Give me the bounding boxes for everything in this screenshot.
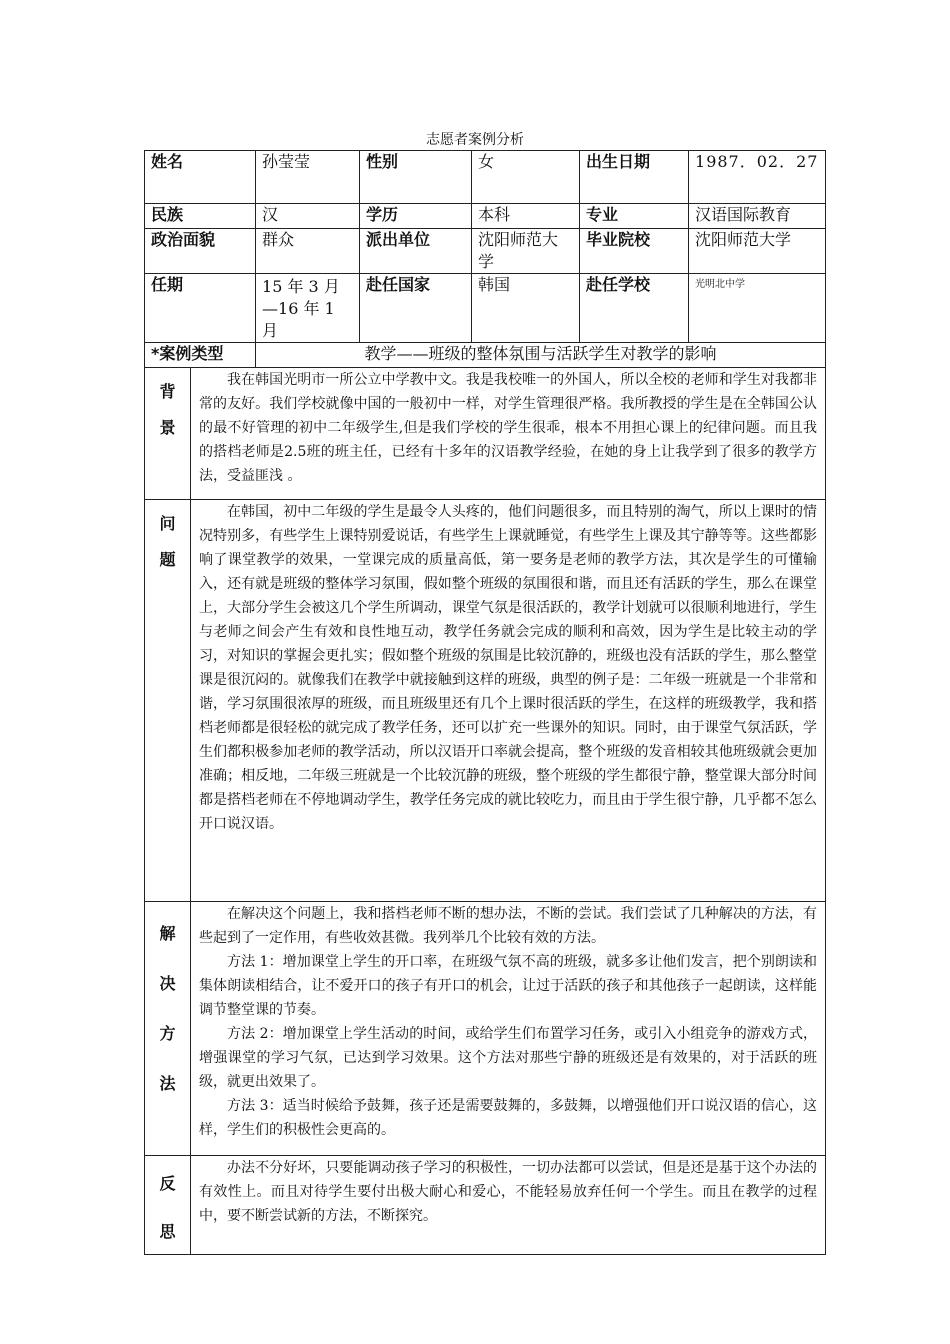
- ethnic-label: 民族: [145, 204, 256, 229]
- case-type-label: *案例类型: [145, 343, 256, 368]
- graduate-school-label: 毕业院校: [580, 229, 689, 274]
- reflection-content: [191, 1156, 826, 1255]
- solution-label-char: 方: [159, 1024, 176, 1043]
- dispatch-unit-label: 派出单位: [360, 229, 472, 274]
- background-label-char: 景: [159, 418, 176, 437]
- gender-value: 女: [472, 151, 580, 204]
- dispatch-unit-value: 沈阳师范大学: [472, 229, 580, 274]
- major-value: 汉语国际教育: [689, 204, 826, 229]
- solution-label-char: 决: [159, 974, 176, 993]
- problem-paragraph: 在韩国，初中二年级的学生是最令人头疼的，他们问题很多，而且特别的淘气，所以上课时的情况特别多，有些学生上课特别爱说话，有些学生上课就睡觉，有些学生上课及其宁静等等。这些都影响了课堂教学的效果，一堂课完成的质量高低，第一要务是老师的教学方法，其次是学生的可懂输入，还有就是班级的整体学习氛围，假如整个班级的氛围很和谐，而且还有活跃的学生，那么在课堂上，大部分学生会被这几个学生所调动，课堂气氛是很活跃的，教学计划就可以很顺利地进行，学生与老师之间会产生有效和良性地互动，教学任务就会完成的顺利和高效，因为学生是比较主动的学习，对知识的掌握会更扎实；假如整个班级的氛围是比较沉静的，班级也没有活跃的学生，那么整堂课是很沉闷的。就像我们在教学中就接触到这样的班级，典型的例子是：二年级一班就是一个非常和谐，学习氛围很浓厚的班级，而且班级里还有几个上课时很活跃的学生，在这样的班级教学，我和搭档老师都是很轻松的就完成了教学任务，还可以扩充一些课外的知识。同时，由于课堂气氛活跃，学生们都积极参加老师的教学活动，所以汉语开口率就会提高，整个班级的发音相较其他班级就会更加准确；相反地，二年级三班就是一个比较沉静的班级，整个班级的学生都很宁静，整堂课大部分时间都是搭档老师在不停地调动学生，教学任务完成的就比较吃力，而且由于学生很宁静，几乎都不怎么开口说汉语。: [199, 504, 818, 832]
- host-school-value: 光明北中学: [689, 274, 826, 343]
- volunteer-case-table: [144, 150, 826, 1255]
- solution-label-char: 法: [159, 1074, 176, 1093]
- reflection-paragraph: 办法不分好坏，只要能调动孩子学习的积极性，一切办法都可以尝试，但是还是基于这个办法的有效性上。而且对待学生要付出极大耐心和爱心，不能轻易放弃任何一个学生。而且在教学的过程中，要不断尝试新的方法，不断探究。: [199, 1160, 818, 1224]
- background-section: [145, 368, 826, 500]
- background-label: [145, 368, 191, 500]
- solution-paragraph: 在解决这个问题上，我和搭档老师不断的想办法，不断的尝试。我们尝试了几种解决的方法，有些起到了一定作用，有些收效甚微。我列举几个比较有效的方法。: [199, 906, 818, 946]
- reflection-label-char: 思: [159, 1222, 176, 1241]
- solution-section: [145, 902, 826, 1156]
- name-value: 孙莹莹: [256, 151, 360, 204]
- education-label: 学历: [360, 204, 472, 229]
- background-content: [191, 368, 826, 500]
- problem-section: [145, 500, 826, 902]
- major-label: 专业: [580, 204, 689, 229]
- term-label: 任期: [145, 274, 256, 343]
- background-label-char: 背: [159, 382, 176, 401]
- education-value: 本科: [472, 204, 580, 229]
- problem-label-char: 问: [159, 514, 176, 533]
- ethnic-value: 汉: [256, 204, 360, 229]
- case-type-value: 教学——班级的整体氛围与活跃学生对教学的影响: [256, 343, 826, 368]
- solution-label-char: 解: [159, 924, 176, 943]
- problem-label-char: 题: [159, 550, 176, 569]
- problem-label: [145, 500, 191, 902]
- host-country-label: 赴任国家: [360, 274, 472, 343]
- host-country-value: 韩国: [472, 274, 580, 343]
- political-label: 政治面貌: [145, 229, 256, 274]
- birth-value: 1987．02．27: [689, 151, 826, 204]
- solution-paragraph: 方法 2：增加课堂上学生活动的时间，或给学生们布置学习任务，或引入小组竞争的游戏方式，增强课堂的学习气氛，已达到学习效果。这个方法对那些宁静的班级还是有效果的，对于活跃的班级，就更出效果了。: [199, 1026, 818, 1090]
- birth-label: 出生日期: [580, 151, 689, 204]
- background-paragraph: 我在韩国光明市一所公立中学教中文。我是我校唯一的外国人，所以全校的老师和学生对我都非常的友好。我们学校就像中国的一般初中一样，对学生管理很严格。我所教授的学生是在全韩国公认的最不好管理的初中二年级学生,但是我们学校的学生很乖，根本不用担心课上的纪律问题。而且我的搭档老师是2.5班的班主任，已经有十多年的汉语教学经验，在她的身上让我学到了很多的教学方法，受益匪浅 。: [199, 372, 818, 484]
- name-label: 姓名: [145, 151, 256, 204]
- solution-label: [145, 902, 191, 1156]
- problem-content: [191, 500, 826, 902]
- reflection-section: [145, 1156, 826, 1255]
- solution-content: [191, 902, 826, 1156]
- reflection-label-char: 反: [159, 1174, 176, 1193]
- solution-paragraph: 方法 3：适当时候给予鼓舞，孩子还是需要鼓舞的，多鼓舞，以增强他们开口说汉语的信心，这样，学生们的积极性会更高的。: [199, 1098, 818, 1138]
- term-value: 15 年 3 月—16 年 1 月: [256, 274, 360, 343]
- gender-label: 性别: [360, 151, 472, 204]
- graduate-school-value: 沈阳师范大学: [689, 229, 826, 274]
- solution-paragraph: 方法 1：增加课堂上学生的开口率，在班级气氛不高的班级，就多多让他们发言，把个别朗读和集体朗读相结合，让不爱开口的孩子有开口的机会，让过于活跃的孩子和其他孩子一起朗读，这样能调节整堂课的节奏。: [199, 954, 818, 1018]
- political-value: 群众: [256, 229, 360, 274]
- document-title: 志愿者案例分析: [426, 132, 524, 148]
- host-school-label: 赴任学校: [580, 274, 689, 343]
- reflection-label: [145, 1156, 191, 1255]
